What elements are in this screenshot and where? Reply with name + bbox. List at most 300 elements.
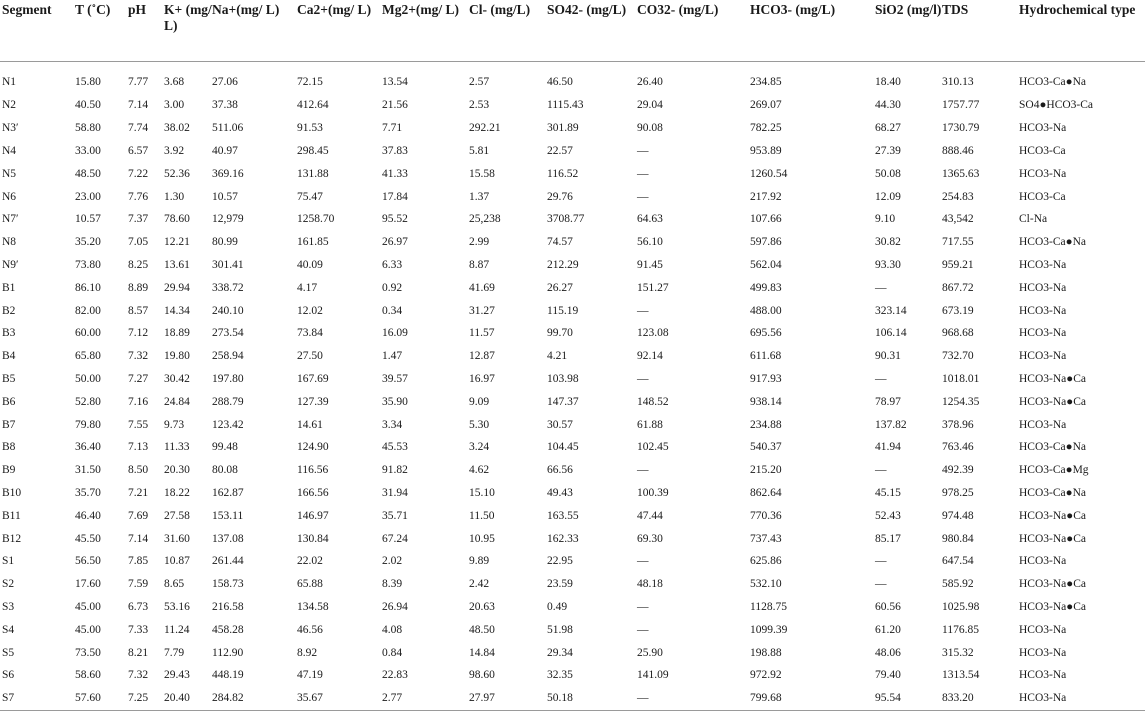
table-cell: 17.84 (382, 190, 408, 203)
table-cell: 7.21 (128, 486, 149, 499)
table-cell: 3.92 (164, 144, 185, 157)
table-cell: 673.19 (942, 304, 974, 317)
table-cell: 25.90 (637, 646, 663, 659)
table-cell: 22.83 (382, 669, 408, 682)
table-cell: — (637, 600, 649, 613)
table-cell: 64.63 (637, 213, 663, 226)
table-cell: 65.88 (297, 578, 323, 591)
column-header: Cl- (mg/L) (469, 2, 531, 17)
table-cell: 56.50 (75, 555, 101, 568)
table-cell: 47.19 (297, 669, 323, 682)
table-cell: 10.95 (469, 532, 495, 545)
table-row (0, 117, 1145, 140)
table-cell: 717.55 (942, 236, 974, 249)
table-cell: 32.35 (547, 669, 573, 682)
table-cell: 22.02 (297, 555, 323, 568)
table-cell: 1757.77 (942, 99, 980, 112)
segment-cell: N1 (2, 76, 17, 88)
table-cell: 35.20 (75, 236, 101, 249)
table-cell: 99.48 (212, 441, 238, 454)
table-cell: 79.40 (875, 669, 901, 682)
table-cell: 50.18 (547, 692, 573, 705)
table-row (0, 664, 1145, 687)
segment-cell: B5 (2, 372, 16, 385)
table-cell: 57.60 (75, 692, 101, 705)
table-cell: 15.80 (75, 76, 101, 88)
table-cell: 52.80 (75, 395, 101, 408)
table-cell: 9.10 (875, 213, 896, 226)
table-cell: 15.10 (469, 486, 495, 499)
table-cell: 12.87 (469, 350, 495, 363)
table-cell: 115.19 (547, 304, 579, 317)
table-cell: 67.24 (382, 532, 408, 545)
table-cell: 95.52 (382, 213, 408, 226)
table-body (0, 62, 1145, 711)
table-cell: 215.20 (750, 464, 782, 477)
table-cell: 78.97 (875, 395, 901, 408)
table-cell: 562.04 (750, 258, 782, 271)
table-cell: 1018.01 (942, 372, 980, 385)
table-cell: 56.10 (637, 236, 663, 249)
table-cell: 323.14 (875, 304, 907, 317)
table-cell: 35.71 (382, 509, 408, 522)
table-cell: 12.02 (297, 304, 323, 317)
table-cell: 29.76 (547, 190, 573, 203)
table-cell: 60.00 (75, 327, 101, 340)
table-cell: 458.28 (212, 623, 244, 636)
column-header: Ca2+(mg/ L) (297, 2, 372, 17)
table-cell: 269.07 (750, 99, 782, 112)
table-cell: 12,979 (212, 213, 244, 226)
table-cell: 7.76 (128, 190, 149, 203)
table-cell: HCO3-Na●Ca (1019, 600, 1086, 613)
table-cell: 6.57 (128, 144, 149, 157)
table-cell: HCO3-Na (1019, 304, 1067, 317)
table-cell: 45.53 (382, 441, 408, 454)
segment-cell: N8 (2, 236, 17, 249)
table-cell: 46.56 (297, 623, 323, 636)
table-cell: 13.61 (164, 258, 190, 271)
table-cell: 3.68 (164, 76, 185, 88)
table-cell: 968.68 (942, 327, 974, 340)
table-header-row (0, 0, 1145, 62)
table-cell: 3.00 (164, 99, 185, 112)
table-cell: — (875, 555, 887, 568)
table-cell: 369.16 (212, 167, 244, 180)
segment-cell: N7′ (2, 213, 19, 226)
table-row (0, 527, 1145, 550)
table-cell: 412.64 (297, 99, 329, 112)
table-cell: 45.00 (75, 623, 101, 636)
table-cell: 0.49 (547, 600, 568, 613)
table-cell: 6.33 (382, 258, 403, 271)
table-cell: 75.47 (297, 190, 323, 203)
table-cell: 73.84 (297, 327, 323, 340)
table-cell: 198.88 (750, 646, 782, 659)
table-cell: 61.88 (637, 418, 663, 431)
table-cell: 647.54 (942, 555, 974, 568)
segment-cell: B3 (2, 327, 16, 340)
table-cell: 24.84 (164, 395, 190, 408)
table-row (0, 322, 1145, 345)
table-cell: 492.39 (942, 464, 974, 477)
column-header: K+ (mg/ L) (164, 2, 212, 33)
table-cell: 273.54 (212, 327, 244, 340)
table-cell: 91.45 (637, 258, 663, 271)
table-cell: SO4●HCO3-Ca (1019, 99, 1094, 112)
table-cell: 7.22 (128, 167, 149, 180)
table-cell: 18.22 (164, 486, 190, 499)
table-cell: 197.80 (212, 372, 244, 385)
table-cell: 29.43 (164, 669, 190, 682)
table-cell: 37.38 (212, 99, 238, 112)
table-cell: HCO3-Na (1019, 669, 1067, 682)
table-cell: 917.93 (750, 372, 782, 385)
table-row (0, 573, 1145, 596)
table-cell: 26.94 (382, 600, 408, 613)
table-cell: 116.56 (297, 464, 329, 477)
table-cell: 48.50 (469, 623, 495, 636)
table-cell: 217.92 (750, 190, 782, 203)
table-cell: 98.60 (469, 669, 495, 682)
table-cell: 240.10 (212, 304, 244, 317)
table-cell: 131.88 (297, 167, 329, 180)
table-cell: 212.29 (547, 258, 579, 271)
table-cell: HCO3-Ca (1019, 190, 1066, 203)
table-cell: 7.33 (128, 623, 149, 636)
table-cell: 10.87 (164, 555, 190, 568)
table-cell: HCO3-Na●Ca (1019, 532, 1086, 545)
table-cell: 27.39 (875, 144, 901, 157)
table-cell: 33.00 (75, 144, 101, 157)
table-cell: 35.90 (382, 395, 408, 408)
table-cell: 7.27 (128, 372, 149, 385)
table-cell: 258.94 (212, 350, 244, 363)
table-row (0, 345, 1145, 368)
table-cell: 1115.43 (547, 99, 584, 112)
table-cell: HCO3-Na●Ca (1019, 372, 1086, 385)
table-cell: 21.56 (382, 99, 408, 112)
table-cell: 16.97 (469, 372, 495, 385)
table-cell: 254.83 (942, 190, 974, 203)
column-header: Segment (2, 2, 52, 17)
table-cell: 938.14 (750, 395, 782, 408)
column-header: pH (128, 2, 147, 17)
table-cell: 8.92 (297, 646, 318, 659)
table-cell: 7.77 (128, 76, 149, 88)
table-cell: 80.99 (212, 236, 238, 249)
table-cell: 38.02 (164, 122, 190, 135)
table-cell: 29.34 (547, 646, 573, 659)
segment-cell: N6 (2, 190, 17, 203)
table-cell: 11.33 (164, 441, 190, 454)
table-cell: 39.57 (382, 372, 408, 385)
table-cell: 11.50 (469, 509, 495, 522)
table-cell: 7.79 (164, 646, 185, 659)
table-cell: 14.34 (164, 304, 190, 317)
table-cell: 16.09 (382, 327, 408, 340)
table-cell: 1.47 (382, 350, 403, 363)
segment-cell: N5 (2, 167, 17, 180)
segment-cell: S7 (2, 692, 15, 705)
table-cell: 7.14 (128, 99, 149, 112)
table-cell: 1730.79 (942, 122, 980, 135)
table-cell: 4.17 (297, 281, 318, 294)
table-cell: 86.10 (75, 281, 101, 294)
table-cell: 27.58 (164, 509, 190, 522)
table-cell: 1025.98 (942, 600, 980, 613)
table-cell: 48.06 (875, 646, 901, 659)
table-cell: HCO3-Na (1019, 555, 1067, 568)
table-cell: 2.42 (469, 578, 490, 591)
table-cell: 23.59 (547, 578, 573, 591)
table-cell: 134.58 (297, 600, 329, 613)
table-cell: 4.21 (547, 350, 568, 363)
table-cell: 100.39 (637, 486, 669, 499)
table-cell: 695.56 (750, 327, 782, 340)
table-cell: 301.41 (212, 258, 244, 271)
table-cell: 5.81 (469, 144, 490, 157)
table-cell: 37.83 (382, 144, 408, 157)
table-cell: 7.32 (128, 669, 149, 682)
table-cell: 980.84 (942, 532, 974, 545)
table-cell: 29.94 (164, 281, 190, 294)
table-cell: 43,542 (942, 213, 974, 226)
table-cell: 2.57 (469, 76, 490, 88)
table-cell: 93.30 (875, 258, 901, 271)
table-cell: 163.55 (547, 509, 579, 522)
table-cell: 8.50 (128, 464, 149, 477)
column-header: TDS (942, 2, 969, 17)
table-cell: 14.84 (469, 646, 495, 659)
table-cell: 9.09 (469, 395, 490, 408)
table-cell: 91.82 (382, 464, 408, 477)
table-cell: Cl-Na (1019, 213, 1048, 226)
segment-cell: B12 (2, 532, 22, 545)
column-header: Na+(mg/ L) (212, 2, 280, 17)
table-cell: 31.27 (469, 304, 495, 317)
table-cell: 130.84 (297, 532, 329, 545)
table-cell: 80.08 (212, 464, 238, 477)
table-cell: HCO3-Na (1019, 646, 1067, 659)
table-cell: HCO3-Ca●Na (1019, 76, 1086, 88)
table-cell: — (875, 578, 887, 591)
table-cell: 1254.35 (942, 395, 980, 408)
table-cell: 732.70 (942, 350, 974, 363)
table-cell: 488.00 (750, 304, 782, 317)
table-cell: 137.08 (212, 532, 244, 545)
table-cell: 9.73 (164, 418, 185, 431)
table-row (0, 482, 1145, 505)
table-cell: 310.13 (942, 76, 974, 88)
table-cell: 66.56 (547, 464, 573, 477)
column-header: HCO3- (mg/L) (750, 2, 836, 17)
table-cell: 10.57 (75, 213, 101, 226)
table-cell: HCO3-Na●Ca (1019, 395, 1086, 408)
table-cell: 92.14 (637, 350, 663, 363)
table-cell: 0.84 (382, 646, 403, 659)
table-cell: HCO3-Na (1019, 167, 1067, 180)
table-cell: 23.00 (75, 190, 101, 203)
table-cell: 123.42 (212, 418, 244, 431)
table-cell: 95.54 (875, 692, 901, 705)
table-cell: 91.53 (297, 122, 323, 135)
table-cell: 18.89 (164, 327, 190, 340)
table-cell: 73.80 (75, 258, 101, 271)
table-cell: 104.45 (547, 441, 579, 454)
table-cell: 1.37 (469, 190, 490, 203)
table-cell: — (637, 144, 649, 157)
table-cell: 14.61 (297, 418, 323, 431)
table-cell: 8.21 (128, 646, 149, 659)
table-row (0, 596, 1145, 619)
table-cell: 3.24 (469, 441, 490, 454)
table-cell: 61.20 (875, 623, 901, 636)
table-cell: 8.57 (128, 304, 149, 317)
table-cell: 79.80 (75, 418, 101, 431)
table-cell: 58.60 (75, 669, 101, 682)
table-cell: 137.82 (875, 418, 907, 431)
table-cell: 7.59 (128, 578, 149, 591)
table-cell: 22.95 (547, 555, 573, 568)
table-cell: 52.43 (875, 509, 901, 522)
table-cell: 1128.75 (750, 600, 787, 613)
table-cell: 151.27 (637, 281, 669, 294)
table-cell: 25,238 (469, 213, 501, 226)
table-cell: HCO3-Na●Ca (1019, 578, 1086, 591)
table-cell: 26.40 (637, 76, 663, 88)
table-row (0, 299, 1145, 322)
table-row (0, 254, 1145, 277)
segment-cell: B8 (2, 441, 16, 454)
table-cell: 40.09 (297, 258, 323, 271)
table-cell: 284.82 (212, 692, 244, 705)
table-cell: 1260.54 (750, 167, 788, 180)
table-cell: 146.97 (297, 509, 329, 522)
table-row (0, 618, 1145, 641)
table-cell: 20.30 (164, 464, 190, 477)
table-row (0, 413, 1145, 436)
table-cell: 41.94 (875, 441, 901, 454)
segment-cell: B2 (2, 304, 16, 317)
table-cell: HCO3-Na (1019, 692, 1067, 705)
table-cell: 1313.54 (942, 669, 980, 682)
table-row (0, 436, 1145, 459)
column-header: SiO2 (mg/l) (875, 2, 942, 17)
table-cell: 51.98 (547, 623, 573, 636)
table-cell: 292.21 (469, 122, 501, 135)
segment-cell: B11 (2, 509, 21, 522)
table-cell: 65.80 (75, 350, 101, 363)
column-header: Hydrochemical type (1019, 2, 1136, 17)
table-cell: 1099.39 (750, 623, 788, 636)
table-cell: 2.02 (382, 555, 403, 568)
table-cell: 10.57 (212, 190, 238, 203)
table-cell: — (637, 190, 649, 203)
table-cell: 540.37 (750, 441, 782, 454)
table-cell: 116.52 (547, 167, 579, 180)
table-cell: 127.39 (297, 395, 329, 408)
table-cell: 45.15 (875, 486, 901, 499)
table-cell: 625.86 (750, 555, 782, 568)
table-cell: 448.19 (212, 669, 244, 682)
table-row (0, 687, 1145, 710)
table-cell: HCO3-Na (1019, 327, 1067, 340)
table-cell: 13.54 (382, 76, 408, 88)
table-cell: 6.73 (128, 600, 149, 613)
table-cell: 763.46 (942, 441, 974, 454)
table-cell: 770.36 (750, 509, 782, 522)
table-cell: 167.69 (297, 372, 329, 385)
table-cell: 833.20 (942, 692, 974, 705)
table-cell: — (875, 464, 887, 477)
segment-cell: S4 (2, 623, 15, 636)
table-cell: 148.52 (637, 395, 669, 408)
table-cell: 41.69 (469, 281, 495, 294)
table-cell: 45.00 (75, 600, 101, 613)
table-cell: 162.87 (212, 486, 244, 499)
table-cell: 1258.70 (297, 213, 335, 226)
table-cell: 50.08 (875, 167, 901, 180)
segment-cell: S5 (2, 646, 15, 659)
table-cell: 22.57 (547, 144, 573, 157)
table-cell: 49.43 (547, 486, 573, 499)
table-cell: HCO3-Na (1019, 350, 1067, 363)
table-cell: 2.77 (382, 692, 403, 705)
table-cell: 85.17 (875, 532, 901, 545)
table-cell: 298.45 (297, 144, 329, 157)
table-cell: 48.18 (637, 578, 663, 591)
table-cell: 60.56 (875, 600, 901, 613)
table-cell: 234.88 (750, 418, 782, 431)
table-cell: 2.99 (469, 236, 490, 249)
table-cell: 74.57 (547, 236, 573, 249)
table-cell: 0.34 (382, 304, 403, 317)
table-cell: HCO3-Na (1019, 258, 1067, 271)
table-row (0, 550, 1145, 573)
table-cell: 46.40 (75, 509, 101, 522)
table-cell: 7.13 (128, 441, 149, 454)
table-cell: 261.44 (212, 555, 244, 568)
table-cell: 974.48 (942, 509, 974, 522)
table-cell: 53.16 (164, 600, 190, 613)
table-cell: 972.92 (750, 669, 782, 682)
table-cell: 799.68 (750, 692, 782, 705)
segment-cell: B4 (2, 350, 16, 363)
table-cell: 12.21 (164, 236, 190, 249)
table-cell: 107.66 (750, 213, 782, 226)
table-cell: 511.06 (212, 122, 244, 135)
table-cell: 888.46 (942, 144, 974, 157)
table-cell: 162.33 (547, 532, 579, 545)
table-cell: 147.37 (547, 395, 579, 408)
table-cell: 26.97 (382, 236, 408, 249)
table-cell: 301.89 (547, 122, 579, 135)
table-cell: 29.04 (637, 99, 663, 112)
table-cell: 46.50 (547, 76, 573, 88)
table-row (0, 208, 1145, 231)
segment-cell: S1 (2, 555, 15, 568)
table-cell: HCO3-Na (1019, 623, 1067, 636)
table-cell: 7.32 (128, 350, 149, 363)
column-header: SO42- (mg/L) (547, 2, 627, 17)
table-cell: 20.40 (164, 692, 190, 705)
table-cell: 35.67 (297, 692, 323, 705)
table-cell: 7.69 (128, 509, 149, 522)
table-cell: 288.79 (212, 395, 244, 408)
table-cell: HCO3-Ca (1019, 144, 1066, 157)
table-cell: 52.36 (164, 167, 190, 180)
